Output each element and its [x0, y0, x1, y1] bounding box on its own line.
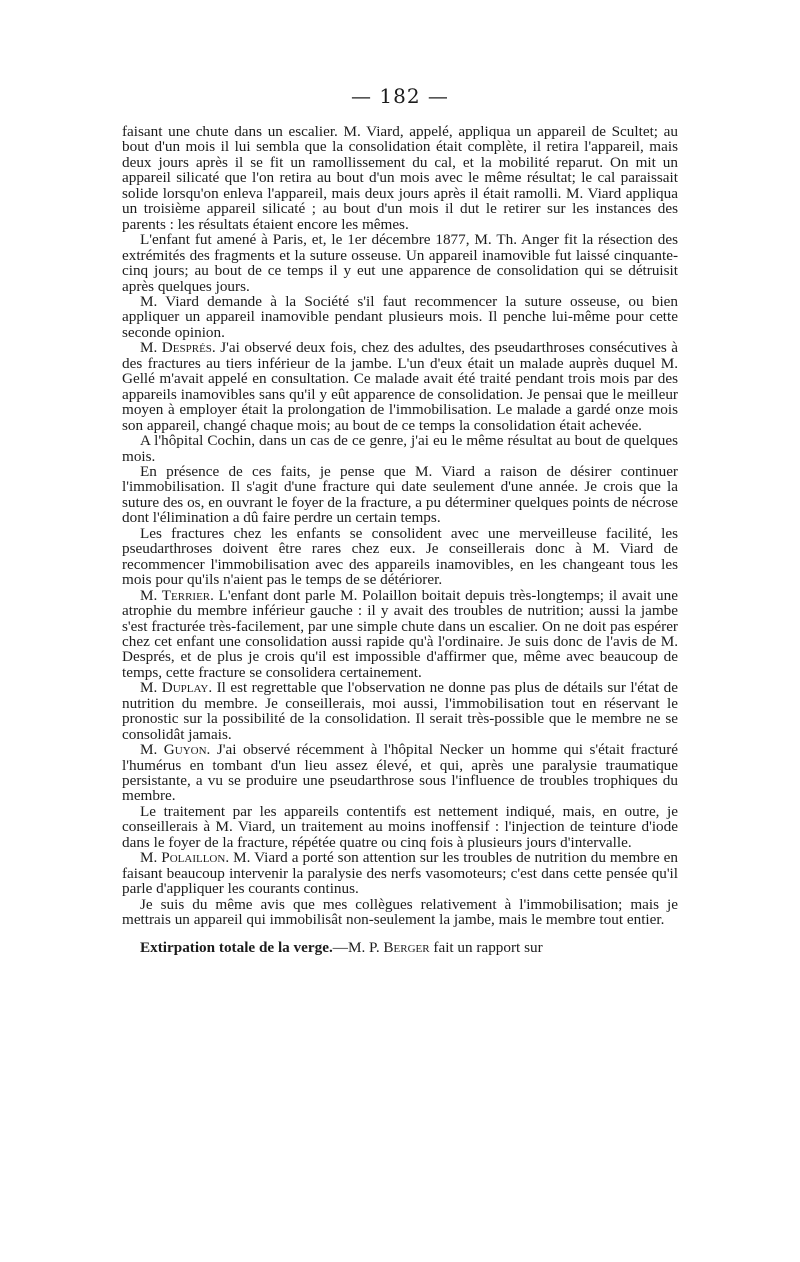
speaker-name: M. P. Berger [347, 938, 430, 956]
page-number: — 182 — [351, 84, 449, 108]
paragraph-2: L'enfant fut amené à Paris, et, le 1er décembre 1877, M. Th. Anger fit la résection des extrémités des fragments et la suture osseuse. Un appareil inamovible fut laissé cinquante-cinq jours; au bout de ce temps il y eut une apparence de consolidation qui se détruisit après quelques jours. [122, 231, 678, 295]
speaker-name: M. Polaillon. [140, 849, 230, 867]
paragraph-text: J'ai observé deux fois, chez des adultes, des pseudarthroses consécutives à des fractures au tiers inférieur de la jambe. L'un d'eux était un malade auprès duquel M. Gellé m'avait appelé en consultation. Ce malade avait été traité pendant trois mois par des appareils inamovibles sans qu'il y eût apparence de consolidation. Je pensai que le meilleur moyen à employer était la prolongation de l'immobilisation. Le malade a gardé onze mois son appareil, changé chaque mois; au bout de ce temps la consolidation était achevée. [122, 339, 678, 434]
paragraph-9 [122, 680, 678, 742]
paragraph-text: J'ai observé récemment à l'hôpital Necker un homme qui s'était fracturé l'humérus en tombant d'un lieu assez élevé, et qui, après une paralysie traumatique persistante, a vu se produire une pseudarthrose sous l'influence de troubles trophiques du membre. [122, 741, 678, 805]
body-text [122, 124, 678, 955]
paragraph-12 [122, 850, 678, 896]
speaker-name: M. Terrier. [140, 586, 214, 604]
speaker-name: M. Guyon. [140, 741, 211, 759]
paragraph-7: Les fractures chez les enfants se consolident avec une merveilleuse facilité, les pseudarthroses doivent être rares chez eux. Je conseillerais donc à M. Viard de recommencer l'immobilisation avec des appareils inamovibles, en les changeant tous les mois pour qu'ils n'aient pas le temps de se détériorer. [122, 524, 678, 589]
section-heading-paragraph [122, 940, 678, 955]
paragraph-6: En présence de ces faits, je pense que M. Viard a raison de désirer continuer l'immobilisation. Il s'agit d'une fracture qui date seulement d'une année. Je crois que la suture des os, en ouvrant le foyer de la fracture, a pu déterminer quelques points de nécrose dont l'élimination a dû faire perdre un certain temps. [122, 462, 678, 527]
paragraph-text: L'enfant dont parle M. Polaillon boitait depuis très-longtemps; il avait une atrophie du membre inférieur gauche : il y avait des troubles de nutrition; aussi la jambe s'est fracturée très-facilement, par une simple chute dans un escalier. On ne doit pas espérer chez cet enfant une consolidation aussi rapide qu'à l'ordinaire. Je suis donc de l'avis de M. Després, et de plus je crois qu'il est impossible d'affirmer que, même avec beaucoup de temps, cette fracture se consolidera certainement. [122, 586, 678, 681]
paragraph-text: Il est regrettable que l'observation ne donne pas plus de détails sur l'état de nutrition du membre. Je conseillerais, moi aussi, l'immobilisation tout en réservant le pronostic sur la possibilité de la consolidation. Il serait très-possible que le membre ne se consolidât jamais. [122, 679, 678, 743]
section-heading: Extirpation totale de la verge. [140, 938, 333, 956]
paragraph-10 [122, 742, 678, 804]
paragraph-1: faisant une chute dans un escalier. M. Viard, appelé, appliqua un appareil de Scultet; au bout d'un mois il lui sembla que la consolidation était complète, il retira l'appareil, mais deux jours après il se fit un ramollissement du cal, et la mobilité reparut. On mit un appareil silicaté que l'on retira au bout d'un mois avec le même résultat; le cal paraissait solide lorsqu'on enleva l'appareil, mais deux jours après il était ramolli. M. Viard appliqua un troisième appareil silicaté ; au bout d'un mois il dut le retirer sur les instances des parents : les résultats étaient encore les mêmes. [122, 123, 678, 233]
heading-dash: — [332, 938, 348, 956]
paragraph-13: Je suis du même avis que mes collègues relativement à l'immobilisation; mais je mettrais un appareil qui immobilisât non-seulement la jambe, mais le membre tout entier. [122, 895, 678, 929]
paragraph-text: fait un rapport sur [429, 938, 543, 956]
paragraph-11: Le traitement par les appareils contentifs est nettement indiqué, mais, en outre, je conseillerais à M. Viard, un traitement au moins inoffensif : l'injection de teinture d'iode dans le foyer de la fracture, répétée quatre ou cinq fois à plusieurs jours d'intervalle. [122, 802, 678, 851]
speaker-name: M. Després. [140, 339, 216, 357]
paragraph-text: M. Viard a porté son attention sur les troubles de nutrition du membre en faisant beaucoup intervenir la paralysie des nerfs vasomoteurs; c'est dans cette pensée qu'il parle d'appliquer les courants continus. [122, 849, 679, 898]
speaker-name: M. Duplay. [140, 679, 213, 697]
paragraph-3: M. Viard demande à la Société s'il faut recommencer la suture osseuse, ou bien appliquer un appareil inamovible pendant plusieurs mois. Il penche lui-même pour cette seconde opinion. [122, 292, 678, 341]
paragraph-4 [122, 340, 678, 433]
paragraph-5: A l'hôpital Cochin, dans un cas de ce genre, j'ai eu le même résultat au bout de quelques mois. [122, 432, 678, 465]
paragraph-8 [122, 588, 678, 681]
